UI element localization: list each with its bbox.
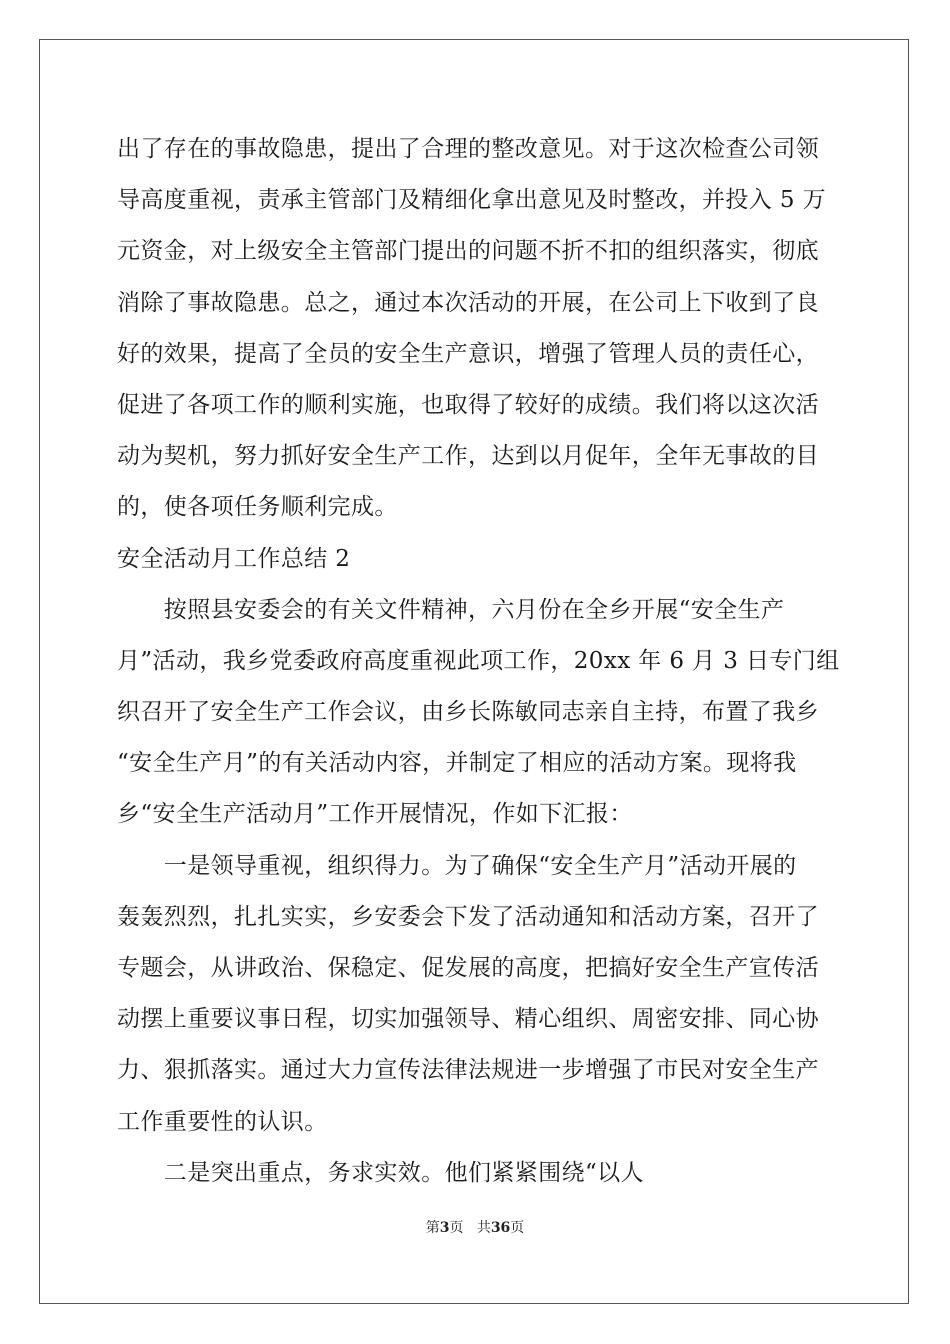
- text-line: 按照县安委会的有关文件精神，六月份在全乡开展“安全生产: [117, 596, 785, 623]
- footer-page-suffix: 页: [449, 1220, 464, 1236]
- text-line: 工作重要性的认识。: [117, 1108, 328, 1135]
- page-footer: [0, 1218, 950, 1238]
- total-pages: 36: [490, 1220, 511, 1236]
- text-line: 动为契机，努力抓好安全生产工作，达到以月促年，全年无事故的目: [117, 443, 819, 470]
- text-line: 二是突出重点，务求实效。他们紧紧围绕“以人: [117, 1159, 644, 1186]
- text-line: 月”活动，我乡党委政府高度重视此项工作，20xx 年 6 月 3 日专门组: [117, 647, 840, 674]
- document-body: [117, 124, 840, 1199]
- text-line: 织召开了安全生产工作会议，由乡长陈敏同志亲自主持，布置了我乡: [117, 699, 819, 726]
- text-line: 出了存在的事故隐患，提出了合理的整改意见。对于这次检查公司领: [117, 136, 819, 162]
- text-line: 动摆上重要议事日程，切实加强领导、精心组织、周密安排、同心协: [117, 1006, 819, 1033]
- text-line: 专题会，从讲政治、保稳定、促发展的高度，把搞好安全生产宣传活: [117, 955, 819, 981]
- text-line: 导高度重视，责承主管部门及精细化拿出意见及时整改，并投入 5 万: [117, 187, 827, 214]
- text-line: 元资金，对上级安全主管部门提出的问题不折不扣的组织落实，彻底: [117, 238, 819, 265]
- text-line: 的，使各项任务顺利完成。: [117, 494, 398, 521]
- footer-total-suffix: 页: [510, 1220, 525, 1236]
- section-heading: 安全活动月工作总结 2: [117, 545, 351, 572]
- text-line: 力、狠抓落实。通过大力宣传法律法规进一步增强了市民对安全生产: [117, 1057, 819, 1084]
- footer-total-prefix: 共: [476, 1220, 491, 1236]
- text-line: 一是领导重视，组织得力。为了确保“安全生产月”活动开展的: [117, 852, 797, 879]
- text-line: 轰轰烈烈，扎扎实实，乡安委会下发了活动通知和活动方案，召开了: [117, 903, 819, 930]
- text-line: 促进了各项工作的顺利实施，也取得了较好的成绩。我们将以这次活: [117, 391, 819, 418]
- text-line: 消除了事故隐患。总之，通过本次活动的开展，在公司上下收到了良: [117, 289, 819, 316]
- text-line: 好的效果，提高了全员的安全生产意识，增强了管理人员的责任心，: [117, 340, 819, 367]
- page-number: 3: [439, 1220, 450, 1236]
- text-line: “安全生产月”的有关活动内容，并制定了相应的活动方案。现将我: [117, 750, 797, 777]
- text-line: 乡“安全生产活动月”工作开展情况，作如下汇报：: [117, 801, 633, 828]
- footer-prefix: 第: [425, 1220, 440, 1236]
